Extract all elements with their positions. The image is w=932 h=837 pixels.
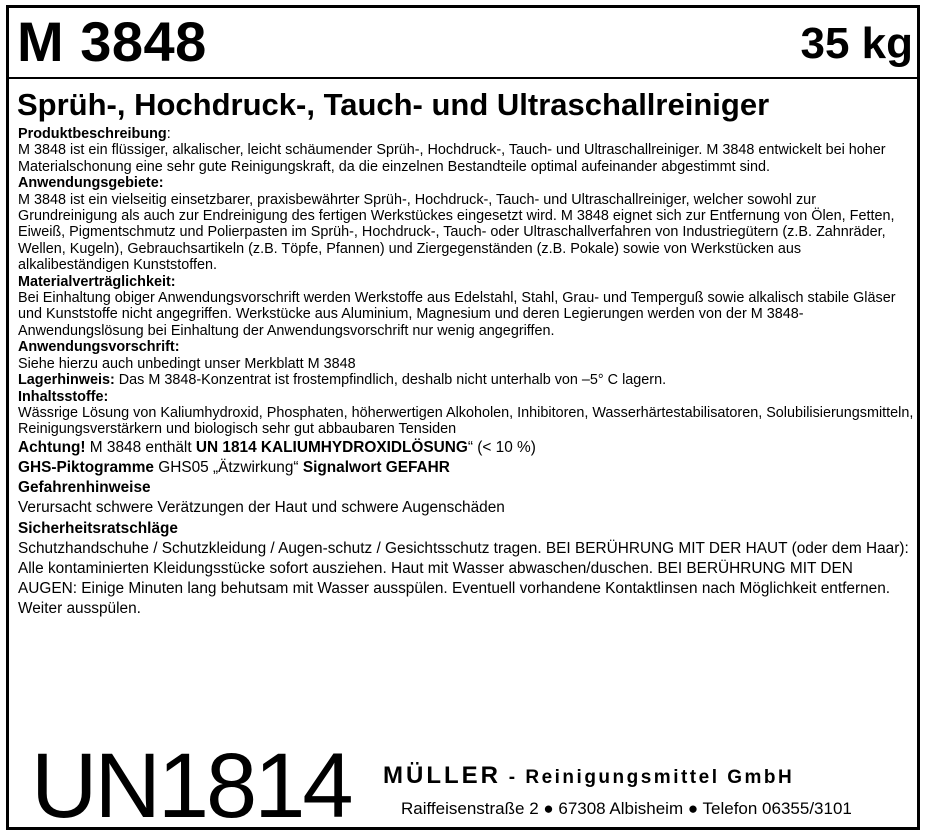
anwendungsgebiete-label: Anwendungsgebiete: — [18, 175, 164, 192]
produkt-section: Produktbeschreibung: — [18, 126, 171, 142]
vorschrift-text: Siehe hierzu auch unbedingt unser Merkblatt M 3848 — [18, 355, 356, 372]
lager-text: Das M 3848-Konzentrat ist frostempfindlich, deshalb nicht unterhalb von –5° C lagern. — [114, 372, 667, 389]
inhalt-label: Inhaltsstoffe: — [18, 388, 109, 405]
label-body — [18, 126, 914, 620]
ghs-label: GHS-Piktogramme — [18, 458, 154, 476]
achtung-label: Achtung! — [18, 438, 86, 456]
inhalt-text: Wässrige Lösung von Kaliumhydroxid, Phosphaten, höherwertigen Alkoholen, Inhibitoren, Wasserhärtestabilisatoren, Solubilisierungsmitteln, Reinigungsverstärkern und biologisch sehr gut abbaubaren Tensiden — [18, 404, 914, 438]
achtung-concentration: “ (< 10 %) — [467, 438, 536, 456]
un-number: UN1814 — [31, 735, 351, 837]
product-code: M 3848 — [17, 10, 207, 73]
sicherheit-label: Sicherheitsratschläge — [18, 519, 178, 537]
label-frame — [6, 5, 920, 837]
ghs-text: GHS05 „Ätzwirkung“ — [153, 458, 303, 476]
product-weight: 35 kg — [800, 19, 913, 68]
achtung-text: M 3848 enthält — [85, 438, 196, 456]
gefahr-label: Gefahrenhinweise — [18, 479, 151, 497]
produkt-label: Produktbeschreibung — [18, 126, 167, 142]
signal-word: Signalwort GEFAHR — [302, 458, 450, 476]
header-divider — [9, 77, 917, 79]
sicherheit-text: Schutzhandschuhe / Schutzkleidung / Augen-schutz / Gesichtsschutz tragen. BEI BERÜHRUNG MIT DER HAUT (oder dem Haar): Alle kontaminierten Kleidungsstücke sofort ausziehen. Haut mit Wasser abwaschen/duschen. BEI BERÜHRUNG MIT DEN AUGEN: Einige Minuten lang behutsam mit Wasser ausspülen. Eventuell vorhandene Kontaktlinsen nach Möglichkeit entfernen. Weiter ausspülen. — [18, 539, 909, 618]
product-title: Sprüh-, Hochdruck-, Tauch- und Ultraschallreiniger — [17, 87, 770, 122]
anwendungsgebiete-text: M 3848 ist ein vielseitig einsetzbarer, praxisbewährter Sprüh-, Hochdruck-, Tauch- und Ultraschallreiniger, welcher sowohl zur Grundreinigung als auch zur Endreinigung des fertigen Werkstückes eingesetzt wird. M 3848 eignet sich zur Entfernung von Ölen, Fetten, Eiweiß, Pigmentschmutz und Polierpasten im Sprüh-, Hochdruck-, Tauch- oder Ultraschallverfahren von Industriegütern (z.B. Zahnräder, Wellen, Kugeln), Gebrauchsartikeln (z.B. Töpfe, Pfannen) und Ziergegenständen (z.B. Pokale) sowie von Werkstücken aus alkalibeständigen Kunststoffen. — [18, 191, 895, 274]
achtung-substance: UN 1814 KALIUMHYDROXIDLÖSUNG — [195, 438, 468, 456]
produkt-text: M 3848 ist ein flüssiger, alkalischer, leicht schäumender Sprüh-, Hochdruck-, Tauch- und Ultraschallreiniger. M 3848 entwickelt bei hoher Materialschonung eine sehr gute Reinigungskraft, da die einzelnen Bestandteile optimal aufeinander abgestimmt sind. — [18, 142, 886, 175]
company-name: MÜLLER — [383, 762, 501, 789]
achtung-section — [18, 438, 914, 458]
lager-section — [18, 372, 914, 388]
ghs-section — [18, 458, 914, 478]
material-label: Materialverträglichkeit: — [18, 273, 176, 290]
company-suffix: - Reinigungsmittel GmbH — [500, 767, 795, 788]
gefahr-text: Verursacht schwere Verätzungen der Haut und schwere Augenschäden — [18, 499, 505, 517]
company-line — [383, 760, 794, 794]
lager-label: Lagerhinweis: — [18, 372, 115, 389]
vorschrift-label: Anwendungsvorschrift: — [18, 339, 180, 356]
company-address: Raiffeisenstraße 2 ● 67308 Albisheim ● Telefon 06355/3101 — [401, 799, 852, 818]
material-text: Bei Einhaltung obiger Anwendungsvorschrift werden Werkstoffe aus Edelstahl, Stahl, Grau- und Temperguß sowie alkalisch stabile Gläser und Kunststoffe nicht angegriffen. Werkstücke aus Aluminium, Magnesium und deren Legierungen werden von der M 3848-Anwendungslösung bei Einhaltung der Anwendungsvorschrift nur wenig angegriffen. — [18, 290, 896, 339]
